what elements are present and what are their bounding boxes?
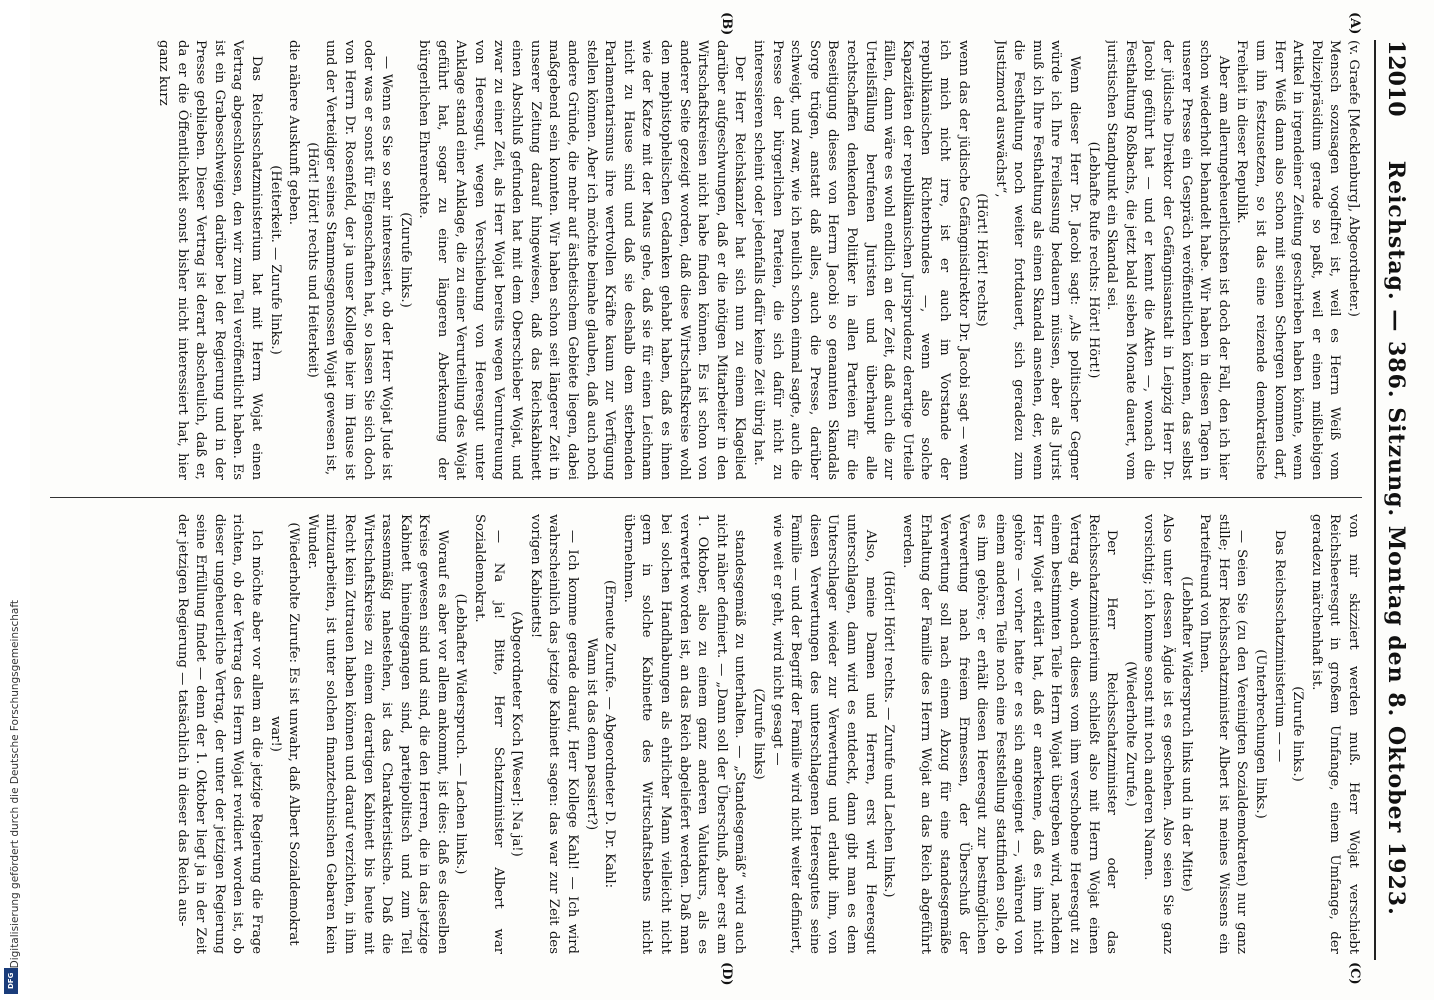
paragraph: Also, meine Damen und Herren, erst wird Heeresgut unterschlagen, dann wird es entdeckt, dann gibt man es dem Unterschlager wieder zur Verwertung und erlaubt ihm, von diesen Verwertungen des unterschlagenen Heeresgutes seine Familie — und der Begriff der Familie wird nicht weiter definiert, wie weit er geht, wird nicht gesagt — — [769, 514, 878, 954]
paragraph: (Unterbrechungen links.) — [1253, 649, 1269, 819]
paragraph: Mensch sozusagen vogelfrei ist, weil es Herrn Weiß vom Polizeipräsidium gerade so paßt, weil er einen mißliebigen Artikel in irgendeiner Zeitung geschrieben haben könnte, wenn Herr Weiß dann also schon mit seinen Schergen kommen darf, um ihn festzusetzen, so ist das eine reizende demokratische Freiheit in dieser Republik. — [1234, 40, 1343, 480]
paragraph: (Wiederholte Zurufe.) — [1122, 661, 1138, 807]
paragraph: Aber am allerungeheuerlichsten ist doch der Fall, den ich hier schon wiederholt behandelt habe. Wir haben in diesen Tagen in unserer Presse ein Gespräch veröffentlichen können, das selbst der jüdische Direktor der Gefängnisanstalt in Leipzig Herr Dr. Jacobi geführt hat — und er kennt die Akten —, wonach die Festhaltung Roßbachs, die jetzt bald sieben Monate dauert, vom juristischen Standpunkt ein Skandal sei. — [1104, 40, 1231, 480]
paragraph: (Hört! Hört! rechts und Heiterkeit) — [304, 142, 320, 378]
paragraph: wenn das der jüdische Gefängnisdirektor Dr. Jacobi sagt — wenn ich mich nicht irre, ist er auch im Vorstande der republikanischen Richterbundes —, wenn also solche Kapazitäten der republikanischen Jurisprudenz derartige Urteile fällen, dann wäre es wohl endlich an der Zeit, daß auch die zur Urteilsfällung berufenen Juristen und überhaupt alle rechtschaffen denkenden Politiker in allen Parteien für die Beseitigung dieses von Herrn Jacobi so genannten Skandals Sorge trügen, anstatt daß alles, auch die Presse, darüber schweigt, und zwar, wie ich neulich schon einmal sagte, auch die Presse der bürgerlichen Parteien, die sich dafür nicht zu interessieren scheint oder jedenfalls dafür keine Zeit übrig hat. — [751, 40, 971, 480]
left-text-column — [50, 40, 1362, 480]
paragraph: Wann ist das denn passiert?) — [583, 637, 599, 831]
column-divider — [50, 497, 1362, 498]
paragraph: Das Reichsschatzministerium hat mit Herrn Wojat einen Vertrag abgeschlossen, den wir zum Teil veröffentlicht haben. Es ist ein Grabesschweigen darüber bei der Regierung und in der Presse geblieben. Dieser Vertrag ist derart abscheulich, daß er, da er die Öffentlichkeit sonst bisher nicht interessiert hat, hier ganz kurz — [156, 40, 264, 480]
paragraph: (Heiterkeit. — Zurufe links.) — [267, 165, 283, 355]
paragraph: (Zurufe links.) — [1290, 686, 1306, 782]
paragraph: — Ich komme gerade darauf, Herr Kollege Kahl! — Ich wird wahrscheinlich das jetzige Kabinett sagen: das war zur Zeit des vorigen Kabinetts! — [527, 514, 581, 954]
paragraph: die nähere Auskunft geben. — [286, 40, 302, 225]
paragraph: (Lebhafter Widerspruch. — Lachen links.) — [453, 593, 469, 875]
margin-mark-c: (C) — [1347, 962, 1362, 985]
paragraph: standesgemäß zu unterhalten. — „Standesgemäß“ wird auch nicht näher definiert. — „Dann soll der Überschuß, aber erst am 1. Oktober, also zu einem ganz anderen Valutakurs, als es verwertet worden ist, an das Reich abgeliefert werden. Daß man bei solchen Handhabungen als ehrlicher Mann vielleicht nicht gern in solche Kabinette des Wirtschaftslebens nicht übernehmen. — [620, 514, 748, 954]
paragraph: (Abgeordneter Koch [Weser]: Na ja!) — [509, 611, 525, 857]
paragraph: Der Herr Reichsschatzminister oder das Reichsschatzministerium schließt also mit Herrn Wojat einen Vertrag ab, wonach dieses vom ihm verschobene Heeresgut zu einem bestimmten Teile Herrn Wojat übergeben wird, nachdem Herr Wojat erklärt hat, daß er anerkenne, daß es ihm nicht gehöre — vorher hatte er es sich angeeignet —, während von einem anderen Teile noch eine Feststellung stattfinden solle, ob es ihm gehöre; er erhält diesen Heeresgut zur bestmöglichen Verwertung nach freiem Ermessen, der Überschuß der Verwertung soll nach einem Abzug für eine standesgemäße Erhaltung der Familie des Herrn Wojat an das Reich abgeführt werden. — [899, 514, 1120, 954]
paragraph: (Lebhafte Rufe rechts: Hört! Hört!) — [1085, 141, 1101, 379]
paragraph: (Wiederholte Zurufe: Es ist unwahr, daß Albert Sozialdemokrat war!) — [267, 522, 302, 946]
page-header — [1374, 40, 1416, 960]
right-text-column — [50, 514, 1362, 954]
paragraph: Worauf es aber vor allem ankommt, ist dies: daß es dieselben Kreise gewesen sind und sind, die den Herren, die in das jetzige Kabinett hineingegangen sind, parteipolitisch und zum Teil rassenmäßig nahestehen, ist das Charakteristische. Daß die Wirtschaftskreise zu einem derartigen Kabinett bis heute mit Recht kein Zutrauen haben können und darauf verzichten, in ihm mitzuarbeiten, ist unter solchen finanztechnischen Gebaren kein Wunder. — [304, 514, 450, 954]
page-number: 12010 — [1383, 40, 1409, 117]
paragraph: (Zurufe links.) — [397, 212, 413, 308]
paragraph: von mir skizziert werden muß. Herr Wojat verschiebt Reichsheeresgut in großem Umfange, einem Umfange, der geradezu märchenhaft ist. — [1308, 514, 1361, 954]
paragraph: Ich möchte aber vor allem an die jetzige Regierung die Frage richten, ob der Vertrag des Herrn Wojat revidiert worden ist, ob dieser ungeheuerliche Vertrag, der unter der jetzigen Regierung seine Erfüllung findet — denn der 1. Oktober liegt ja in der Zeit der jetzigen Regierung — tatsächlich in dieser das Reich aus- — [174, 514, 264, 954]
paragraph: — Seien Sie (zu den Vereinigten Sozialdemokraten) nur ganz stille; Herr Reichsschatzminister Albert ist meines Wissens ein Parteifreund von Ihnen. — [1197, 514, 1250, 954]
paragraph: Wenn dieser Herr Dr. Jacobi sagt: „Als politischer Gegner würde ich Ihre Freilassung bedauern müssen, aber als Jurist muß ich Ihre Festhaltung als einen Skandal ansehen, der, wenn die Festhaltung noch weiter fortdauert, sich geradezu zum Justizmord auswächst“, — [992, 40, 1083, 480]
paragraph: (Lebhafter Widerspruch links und in der Mitte) — [1178, 576, 1194, 892]
paragraph: (Erneute Zurufe. — Abgeordneter D. Dr. Kahl: — [602, 579, 618, 889]
paragraph: Der Herr Reichskanzler hat sich nun zu einem Klagelied darüber aufgeschwungen, daß er die nötigen Mitarbeiter in den Wirtschaftskreisen nicht habe finden können. Es ist schon von anderer Seite gezeigt worden, daß diese Wirtschaftskreise wohl den mephistophelischen Gedanken gehabt haben, daß es ihnen wie der Katze mit der Maus gehe, daß sie für einen Leichnam nicht zu Hause sind und daß sie deshalb dem sterbenden Parlamentarismus ihre wertvollen Kräfte kaum zur Verfügung stellen können. Aber ich möchte beinahe glauben, daß auch noch andere Gründe, die mehr auf ästhetischem Gebiete liegen, dabei maßgebend sein konnten. Wir haben schon seit längerer Zeit in unserer Zeitung darauf hingewiesen, daß das Reichskabinett einen Abschluß gefunden hat mit dem Oberschieber Wojat, und zwar zu einer Zeit, als Herr Wojat bereits wegen Veruntreuung von Heeresgut, wegen Verschiebung von Heeresgut unter Anklage stand einer Anklage, die zu einer Verurteilung des Wojat geführt hat, sogar zu einer längeren Aberkennung der bürgerlichen Ehrenrechte. — [416, 40, 748, 480]
paragraph: Also unter dessen Ägide ist es geschehen. Also seien Sie ganz vorsichtig; ich komme sonst mit noch anderen Namen. — [1141, 514, 1176, 954]
paragraph: (Hört! Hört! rechts) — [974, 193, 990, 327]
digitization-credit — [4, 600, 26, 996]
document-page — [30, 0, 1434, 1000]
margin-mark-b: (B) — [719, 12, 734, 36]
paragraph: (Hört! Hört! rechts. — Zurufe und Lachen links.) — [881, 570, 897, 898]
paragraph: (v. Graefe [Mecklenburg], Abgeordneter.) — [1346, 40, 1361, 317]
paragraph: (Zurufe links) — [751, 688, 766, 780]
paragraph: Das Reichsschatzministerium — — — [1271, 529, 1287, 763]
paragraph: — Na ja! Bitte, Herr Schatzminister Albert war Sozialdemokrat. — [472, 514, 506, 954]
margin-mark-d: (D) — [719, 962, 734, 986]
credit-text: Digitalisierung gefördert durch die Deutsche Forschungsgemeinschaft — [9, 600, 21, 969]
margin-mark-a: (A) — [1347, 12, 1362, 35]
paragraph: — Wenn es Sie so sehr interessiert, ob der Herr Wojat Jude ist oder was er sonst für Eigenschaften hat, so lassen Sie sich doch von Herrn Dr. Rosenfeld, der ja unser Kollege hier im Hause ist und der Verteidiger seines Stammesgenossen Wojat gewesen ist, — [323, 40, 395, 480]
page-title: Reichstag. — 386. Sitzung. Montag den 8. Oktober 1923. — [1383, 160, 1409, 916]
dfg-logo-icon: DFG — [4, 968, 18, 994]
